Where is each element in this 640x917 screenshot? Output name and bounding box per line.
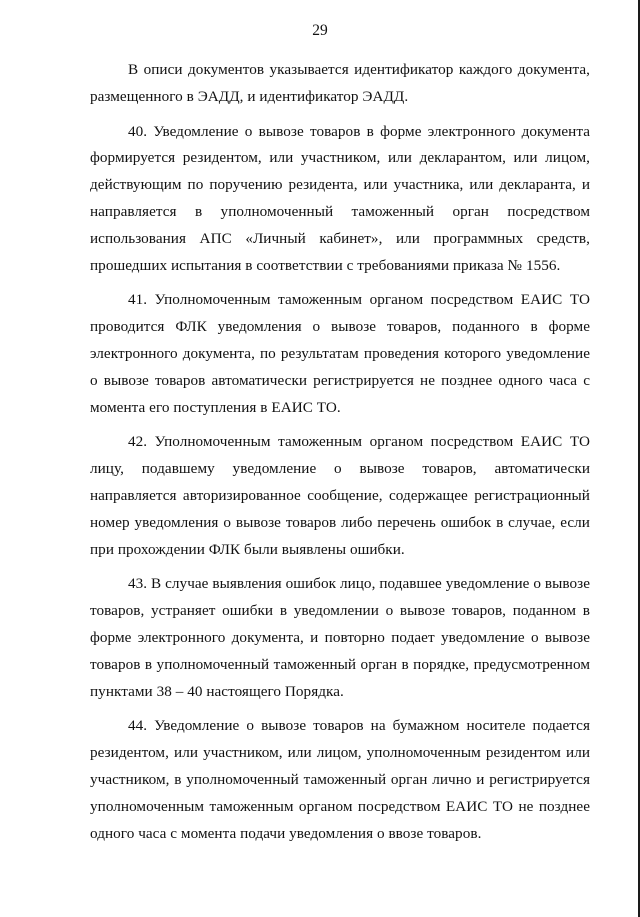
paragraph-intro: В описи документов указывается идентификатор каждого документа, размещенного в ЭАДД, и идентификатор ЭАДД.: [90, 61, 590, 105]
paragraph-43: 43. В случае выявления ошибок лицо, подавшее уведомление о вывозе товаров, устраняет ошибки в уведомлении о вывозе товаров, поданном в форме электронного документа, и повторно подает уведомление о вывозе товаров в уполномоченный таможенный орган в порядке, предусмотренном пунктами 38 – 40 настоящего Порядка.: [90, 575, 590, 700]
document-body: [90, 57, 590, 855]
paragraph-41: 41. Уполномоченным таможенным органом посредством ЕАИС ТО проводится ФЛК уведомления о вывозе товаров, поданного в форме электронного документа, по результатам проведения которого уведомление о вывозе товаров автоматически регистрируется не позднее одного часа с момента его поступления в ЕАИС ТО.: [90, 291, 590, 416]
page-number: 29: [312, 22, 328, 39]
paragraph-42: 42. Уполномоченным таможенным органом посредством ЕАИС ТО лицу, подавшему уведомление о вывозе товаров, автоматически направляется авторизированное сообщение, содержащее регистрационный номер уведомления о вывозе товаров либо перечень ошибок в случае, если при прохождении ФЛК были выявлены ошибки.: [90, 433, 590, 558]
paragraph-40: 40. Уведомление о вывозе товаров в форме электронного документа формируется резидентом, или участником, или декларантом, или лицом, действующим по поручению резидента, или участника, или декларанта, и направляется в уполномоченный таможенный орган посредством использования АПС «Личный кабинет», или программных средств, прошедших испытания в соответствии с требованиями приказа № 1556.: [90, 122, 590, 274]
paragraph-44: 44. Уведомление о вывозе товаров на бумажном носителе подается резидентом, или участником, или лицом, уполномоченным резидентом или участником, в уполномоченный таможенный орган лично и регистрируется уполномоченным таможенным органом посредством ЕАИС ТО не позднее одного часа с момента подачи уведомления о ввозе товаров.: [90, 717, 590, 842]
